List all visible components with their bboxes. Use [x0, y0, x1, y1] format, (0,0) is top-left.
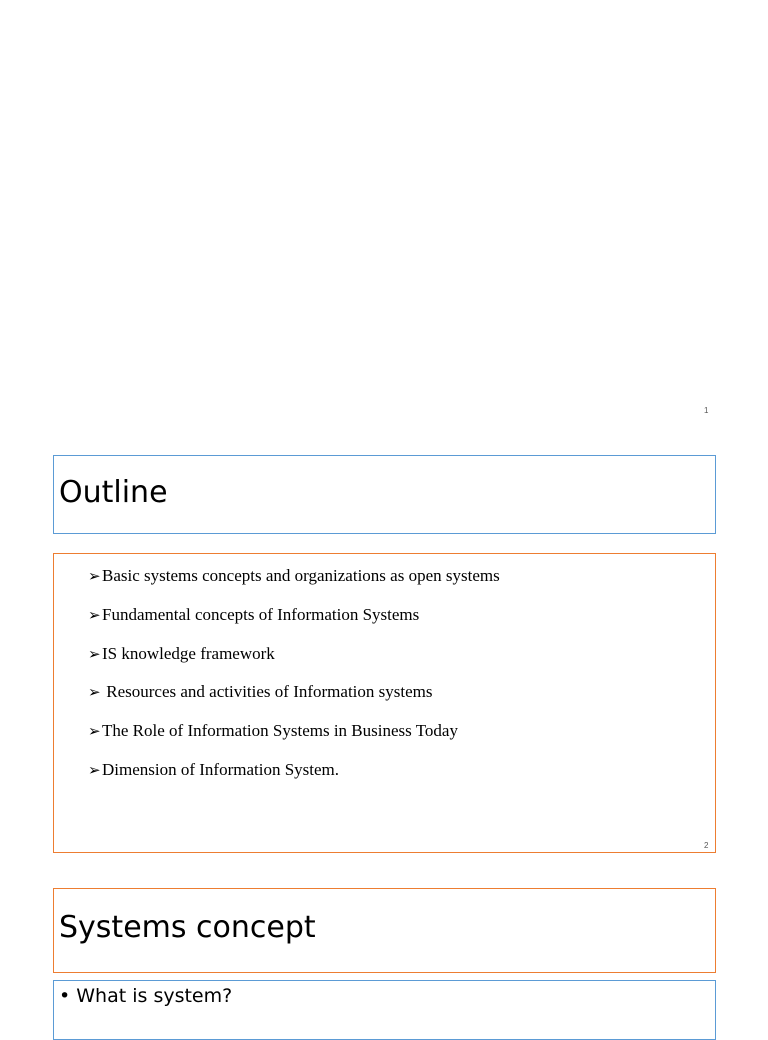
list-item: ➢Basic systems concepts and organizations as open systems: [88, 566, 500, 585]
arrowhead-bullet-icon: ➢: [88, 685, 101, 702]
arrowhead-bullet-icon: ➢: [88, 762, 101, 779]
bullet-dot-icon: •: [59, 985, 71, 1007]
arrowhead-bullet-icon: ➢: [88, 569, 101, 585]
list-item: ➢ Resources and activities of Information systems: [88, 682, 433, 702]
arrowhead-bullet-icon: ➢: [88, 607, 101, 624]
bullet-list: [88, 566, 500, 799]
list-item: ➢IS knowledge framework: [88, 643, 275, 663]
slide-title: Outline: [59, 475, 168, 510]
list-item: ➢Dimension of Information System.: [88, 759, 340, 779]
arrowhead-bullet-icon: ➢: [88, 646, 101, 663]
page-number: 2: [704, 841, 709, 850]
page-number: 1: [704, 406, 709, 415]
arrowhead-bullet-icon: ➢: [88, 724, 101, 741]
slide-title: Systems concept: [59, 910, 316, 945]
list-item: • What is system?: [59, 985, 233, 1007]
list-item: ➢The Role of Information Systems in Business Today: [88, 721, 458, 741]
list-item: ➢Fundamental concepts of Information Systems: [88, 604, 420, 624]
